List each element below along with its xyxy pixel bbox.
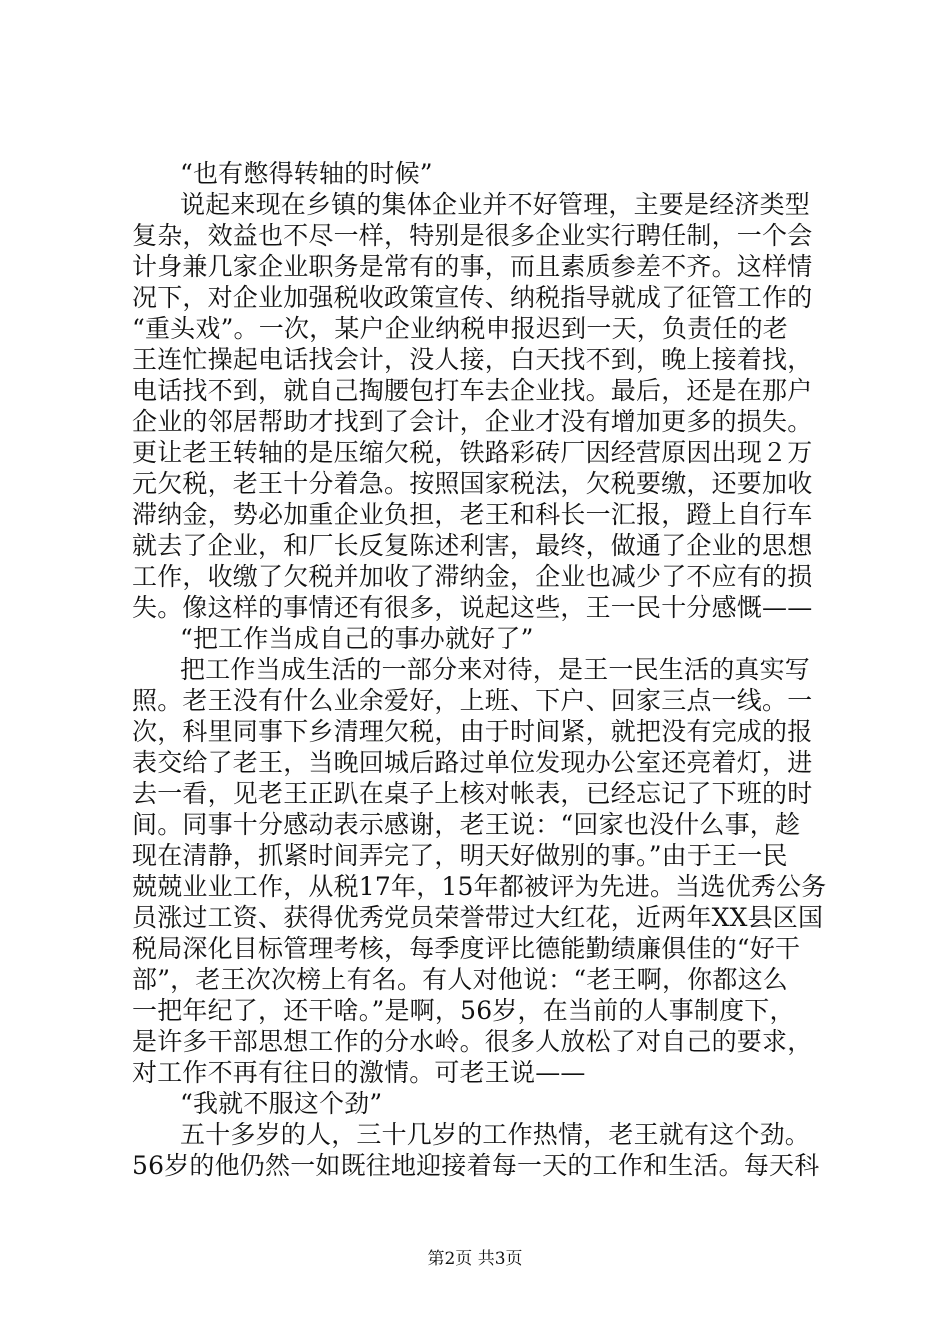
paragraph-line: 电话找不到，就自己掏腰包打车去企业找。最后，还是在那户 bbox=[132, 376, 813, 405]
paragraph-line: 就去了企业，和厂长反复陈述利害，最终，做通了企业的思想 bbox=[132, 531, 813, 560]
paragraph-line: 复杂，效益也不尽一样，特别是很多企业实行聘任制，一个会 bbox=[132, 221, 813, 250]
paragraph-line: 五十多岁的人，三十几岁的工作热情，老王就有这个劲。 bbox=[180, 1120, 811, 1149]
paragraph-line: 况下，对企业加强税收政策宣传、纳税指导就成了征管工作的 bbox=[132, 283, 813, 312]
paragraph-line: 间。同事十分感动表示感谢，老王说：“回家也没什么事，趁 bbox=[132, 810, 801, 839]
document-body bbox=[132, 158, 832, 1181]
paragraph-line: 说起来现在乡镇的集体企业并不好管理，主要是经济类型 bbox=[180, 190, 811, 219]
paragraph-line: 计身兼几家企业职务是常有的事，而且素质参差不齐。这样情 bbox=[132, 252, 813, 281]
paragraph-line: 去一看，见老王正趴在桌子上核对帐表，已经忘记了下班的时 bbox=[132, 779, 813, 808]
section-heading-1: “也有憋得转轴的时候” bbox=[180, 159, 433, 188]
paragraph-line: 照。老王没有什么业余爱好，上班、下户、回家三点一线。一 bbox=[132, 686, 813, 715]
paragraph-line: 企业的邻居帮助才找到了会计，企业才没有增加更多的损失。 bbox=[132, 407, 813, 436]
section-heading-3: “我就不服这个劲” bbox=[180, 1089, 383, 1118]
paragraph-line: 56岁的他仍然一如既往地迎接着每一天的工作和生活。每天科 bbox=[132, 1151, 820, 1180]
paragraph-line: 滞纳金，势必加重企业负担，老王和科长一汇报，蹬上自行车 bbox=[132, 500, 813, 529]
page-footer: 第2页 共3页 bbox=[427, 1249, 523, 1269]
paragraph-line: 次，科里同事下乡清理欠税，由于时间紧，就把没有完成的报 bbox=[132, 717, 813, 746]
paragraph-line: 税局深化目标管理考核，每季度评比德能勤绩廉俱佳的“好干 bbox=[132, 934, 801, 963]
paragraph-line: “重头戏”。一次，某户企业纳税申报迟到一天，负责任的老 bbox=[132, 314, 788, 343]
paragraph-line: 兢兢业业工作，从税17年，15年都被评为先进。当选优秀公务 bbox=[132, 872, 827, 901]
paragraph-line: 王连忙操起电话找会计，没人接，白天找不到，晚上接着找， bbox=[132, 345, 813, 374]
paragraph-line: 对工作不再有往日的激情。可老王说—— bbox=[132, 1058, 586, 1087]
paragraph-line: 是许多干部思想工作的分水岭。很多人放松了对自己的要求， bbox=[132, 1027, 813, 1056]
paragraph-line: 工作，收缴了欠税并加收了滞纳金，企业也减少了不应有的损 bbox=[132, 562, 813, 591]
paragraph-line: 把工作当成生活的一部分来对待，是王一民生活的真实写 bbox=[180, 655, 811, 684]
paragraph-line: 表交给了老王，当晚回城后路过单位发现办公室还亮着灯，进 bbox=[132, 748, 813, 777]
paragraph-line: 更让老王转轴的是压缩欠税，铁路彩砖厂因经营原因出现２万 bbox=[132, 438, 813, 467]
section-heading-2: “把工作当成自己的事办就好了” bbox=[180, 624, 534, 653]
paragraph-line: 一把年纪了，还干啥。”是啊，56岁，在当前的人事制度下， bbox=[132, 996, 795, 1025]
paragraph-line: 元欠税，老王十分着急。按照国家税法，欠税要缴，还要加收 bbox=[132, 469, 813, 498]
paragraph-line: 员涨过工资、获得优秀党员荣誉带过大红花，近两年XX县区国 bbox=[132, 903, 824, 932]
paragraph-line: 部”，老王次次榜上有名。有人对他说：“老王啊，你都这么 bbox=[132, 965, 788, 994]
paragraph-line: 失。像这样的事情还有很多，说起这些，王一民十分感慨—— bbox=[132, 593, 813, 622]
paragraph-line: 现在清静，抓紧时间弄完了，明天好做别的事。”由于王一民 bbox=[132, 841, 788, 870]
